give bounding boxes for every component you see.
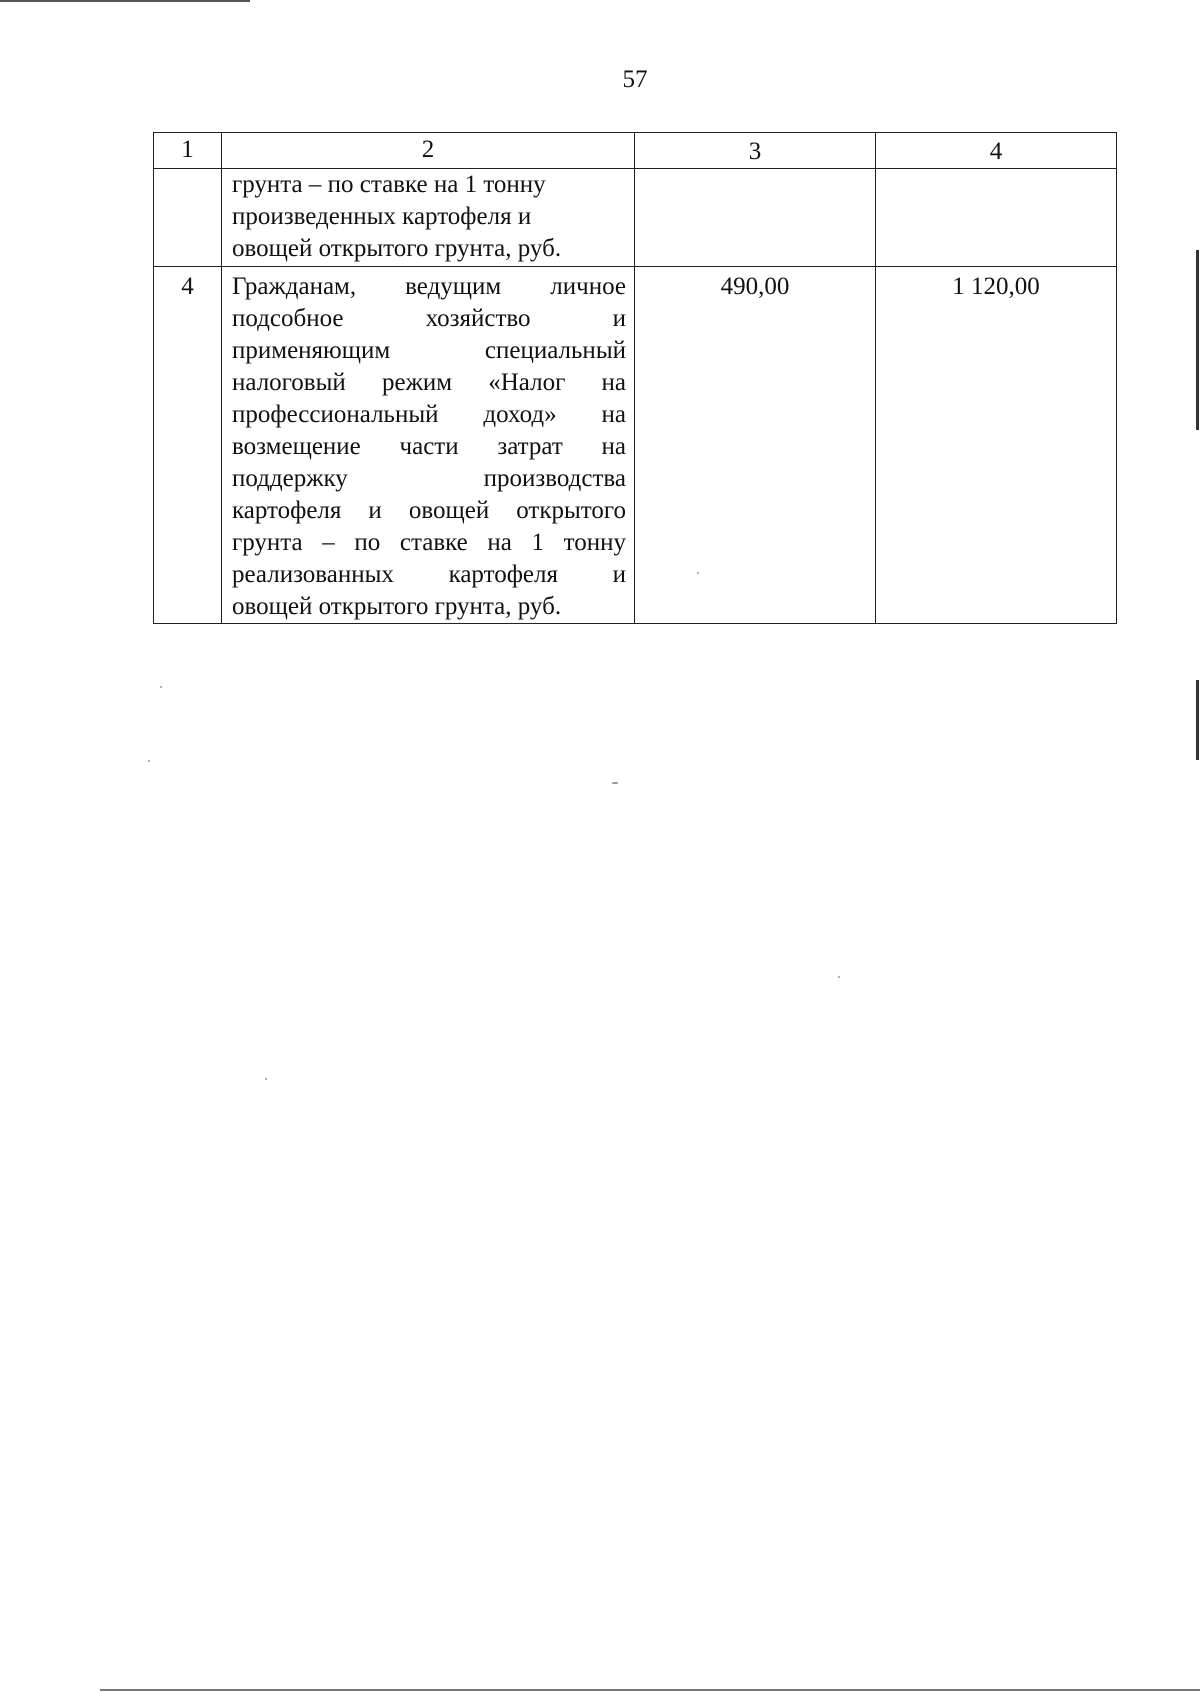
description-line: поддержку производства <box>232 465 626 492</box>
scan-edge-bottom <box>100 1689 1200 1691</box>
description-line: возмещение части затрат на <box>232 433 626 460</box>
scan-edge-top <box>0 0 250 2</box>
table-row-4 <box>154 267 1117 624</box>
description-line: Гражданам, ведущим личное <box>232 273 626 300</box>
header-col-1: 1 <box>154 133 222 169</box>
continuation-line: произведенных картофеля и <box>232 203 532 230</box>
row-number: 4 <box>154 267 222 624</box>
scan-speck <box>160 686 162 688</box>
row-4-value-col3: 490,00 <box>635 267 876 624</box>
scan-edge-right <box>1196 250 1199 430</box>
continuation-line: грунта – по ставке на 1 тонну <box>232 171 546 198</box>
row-4-description <box>222 267 635 624</box>
header-col-3: 3 <box>635 133 876 169</box>
description-line: картофеля и овощей открытого <box>232 497 626 524</box>
description-line: профессиональный доход» на <box>232 401 626 428</box>
description-line: применяющим специальный <box>232 337 626 364</box>
description-line: овощей открытого грунта, руб. <box>232 593 562 620</box>
table-header-row <box>154 133 1117 169</box>
continuation-col3-cell <box>635 169 876 267</box>
header-col-2: 2 <box>222 133 635 169</box>
continuation-line: овощей открытого грунта, руб. <box>232 235 562 262</box>
description-line: подсобное хозяйство и <box>232 305 626 332</box>
description-line: грунта – по ставке на 1 тонну <box>232 529 626 556</box>
page-number: 57 <box>622 66 648 93</box>
header-col-4: 4 <box>876 133 1117 169</box>
scan-edge-right-lower <box>1196 680 1199 760</box>
scan-speck <box>148 760 150 762</box>
scan-speck <box>697 572 699 574</box>
rates-table <box>153 132 1117 624</box>
scan-speck <box>265 1078 267 1080</box>
table-row-continuation <box>154 169 1117 267</box>
scan-speck <box>838 976 840 978</box>
row-4-value-col4: 1 120,00 <box>876 267 1117 624</box>
continuation-col4-cell <box>876 169 1117 267</box>
continuation-number-cell <box>154 169 222 267</box>
scan-speck <box>612 782 618 784</box>
description-line: налоговый режим «Налог на <box>232 369 626 396</box>
description-line: реализованных картофеля и <box>232 561 626 588</box>
continuation-text-cell <box>222 169 635 267</box>
